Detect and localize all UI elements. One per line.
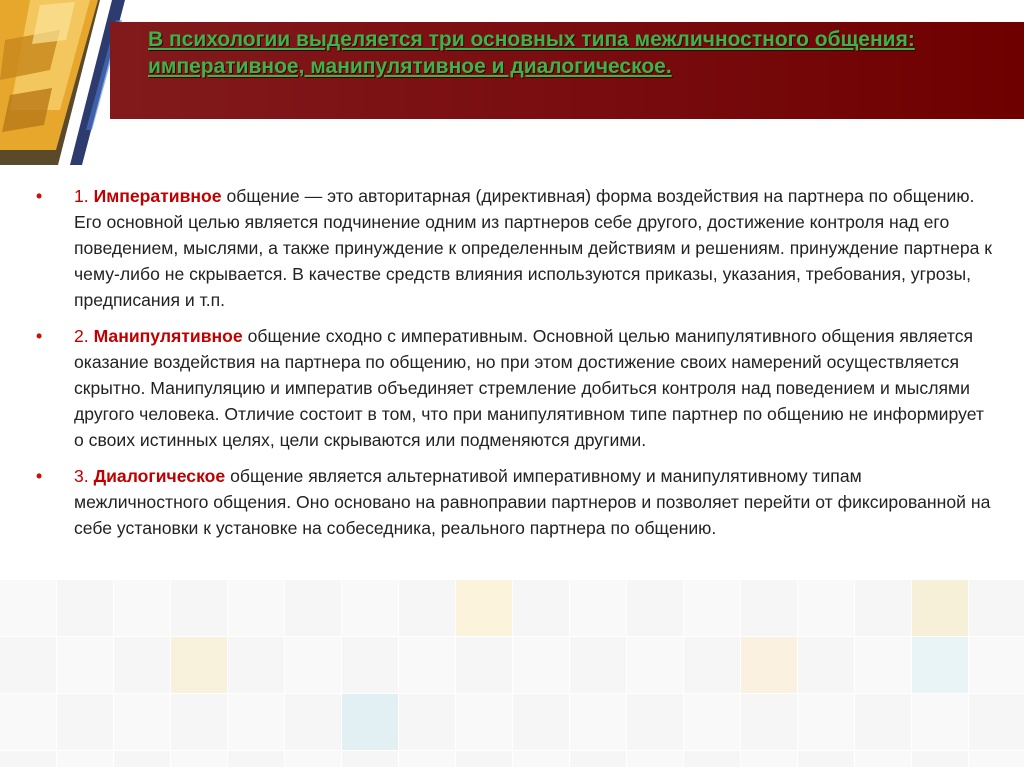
background-tile xyxy=(342,751,398,767)
bullet-icon: • xyxy=(36,326,43,346)
background-tile xyxy=(969,580,1024,636)
background-tile xyxy=(741,580,797,636)
background-tile xyxy=(912,751,968,767)
bullet-icon: • xyxy=(36,466,43,486)
background-tile-grid xyxy=(0,580,1024,767)
background-tile xyxy=(0,580,56,636)
background-tile xyxy=(855,694,911,750)
bullet-icon: • xyxy=(36,186,43,206)
background-tile xyxy=(228,751,284,767)
background-tile xyxy=(171,580,227,636)
background-tile xyxy=(684,637,740,693)
background-tile xyxy=(342,637,398,693)
background-tile xyxy=(456,637,512,693)
background-tile xyxy=(114,580,170,636)
background-tile xyxy=(171,694,227,750)
background-tile xyxy=(855,637,911,693)
background-tile xyxy=(855,751,911,767)
background-tile xyxy=(741,751,797,767)
item-text: общение — это авторитарная (директивная) форма воздействия на партнера по общению. Его основной целью является подчинение одним из партнеров себе другого, достижение контроля над его поведением, мыслями, а также принуждение к определенным действиям и решениям. принуждение партнера к чему-либо не скрывается. В качестве средств влияния используются приказы, указания, требования, угрозы, предписания и т.п. xyxy=(74,186,993,310)
background-tile xyxy=(798,694,854,750)
item-text: общение является альтернативой императивному и манипулятивному типам межличностного общения. Оно основано на равноправии партнеров и позволяет перейти от фиксированной на себе установки к установке на собеседника, реального партнера по общению. xyxy=(74,466,991,538)
background-tile xyxy=(285,637,341,693)
background-tile xyxy=(627,751,683,767)
background-tile xyxy=(57,694,113,750)
background-tile xyxy=(285,751,341,767)
bullet-list xyxy=(36,183,996,551)
list-item-imperative xyxy=(36,183,996,313)
background-tile xyxy=(0,751,56,767)
background-tile xyxy=(456,694,512,750)
item-number: 1. xyxy=(74,186,94,206)
background-tile xyxy=(228,694,284,750)
background-tile xyxy=(399,751,455,767)
background-tile xyxy=(627,580,683,636)
background-tile xyxy=(57,637,113,693)
background-tile xyxy=(114,694,170,750)
slide-title: В психологии выделяется три основных типа межличностного общения: императивное, манипулятивное и диалогическое. xyxy=(148,28,915,78)
list-item-dialogic xyxy=(36,463,996,541)
background-tile xyxy=(798,637,854,693)
item-number: 3. xyxy=(74,466,94,486)
item-term: Императивное xyxy=(93,186,222,206)
background-tile xyxy=(171,751,227,767)
background-tile xyxy=(684,694,740,750)
background-tile xyxy=(228,580,284,636)
background-tile xyxy=(342,694,398,750)
background-tile xyxy=(114,751,170,767)
background-tile xyxy=(399,580,455,636)
background-tile xyxy=(570,580,626,636)
background-tile xyxy=(627,637,683,693)
background-tile xyxy=(0,694,56,750)
background-tile xyxy=(798,580,854,636)
background-tile xyxy=(741,637,797,693)
background-tile xyxy=(969,637,1024,693)
background-tile xyxy=(57,580,113,636)
background-tile xyxy=(570,637,626,693)
background-tile xyxy=(513,580,569,636)
item-text: общение сходно с императивным. Основной целью манипулятивного общения является оказание воздействия на партнера по общению, но при этом достижение своих намерений осуществляется скрытно. Манипуляцию и императив объединяет стремление добиться контроля над поведением и мыслями другого человека. Отличие состоит в том, что при манипулятивном типе партнер по общению не информирует о своих истинных целях, цели скрываются или подменяются другими. xyxy=(74,326,984,450)
background-tile xyxy=(513,751,569,767)
background-tile xyxy=(171,637,227,693)
background-tile xyxy=(798,751,854,767)
background-tile xyxy=(627,694,683,750)
background-tile xyxy=(285,580,341,636)
background-tile xyxy=(912,637,968,693)
background-tile xyxy=(855,580,911,636)
background-tile xyxy=(57,751,113,767)
background-tile xyxy=(912,694,968,750)
background-tile xyxy=(0,637,56,693)
background-tile xyxy=(399,694,455,750)
background-tile xyxy=(513,694,569,750)
background-tile xyxy=(456,580,512,636)
background-tile xyxy=(342,580,398,636)
list-item-manipulative xyxy=(36,323,996,453)
item-number: 2. xyxy=(74,326,94,346)
background-tile xyxy=(570,751,626,767)
background-tile xyxy=(513,637,569,693)
background-tile xyxy=(399,637,455,693)
item-term: Диалогическое xyxy=(93,466,226,486)
background-tile xyxy=(114,637,170,693)
background-tile xyxy=(684,751,740,767)
background-tile xyxy=(228,637,284,693)
item-term: Манипулятивное xyxy=(93,326,243,346)
background-tile xyxy=(741,694,797,750)
background-tile xyxy=(570,694,626,750)
gold-bars-photo-decoration xyxy=(0,0,125,165)
background-tile xyxy=(969,751,1024,767)
background-tile xyxy=(912,580,968,636)
background-tile xyxy=(684,580,740,636)
background-tile xyxy=(969,694,1024,750)
background-tile xyxy=(285,694,341,750)
background-tile xyxy=(456,751,512,767)
